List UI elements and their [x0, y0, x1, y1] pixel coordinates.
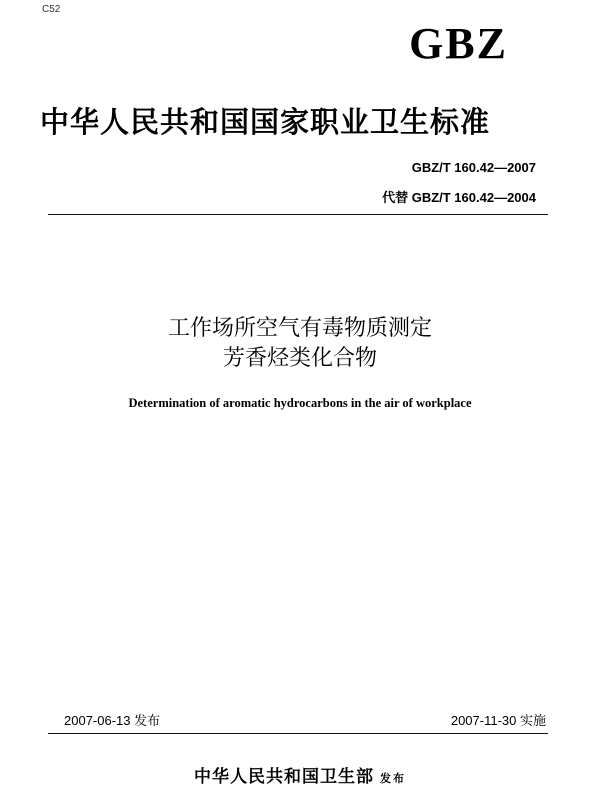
title-zh-line2: 芳香烃类化合物: [222, 346, 377, 371]
top-divider: [48, 214, 548, 215]
title-en: Determination of aromatic hydrocarbons in the air of workplace: [128, 396, 472, 410]
title-zh-line1: 工作场所空气有毒物质测定: [167, 316, 432, 341]
issuer-name: 中华人民共和国卫生部: [194, 767, 374, 787]
publish-date: 2007-06-13 发布: [64, 713, 161, 728]
issuer-suffix: 发布: [380, 772, 406, 785]
gbz-logo: GBZ: [409, 19, 508, 68]
replaces-standard: 代替 GBZ/T 160.42—2004: [382, 190, 536, 205]
implement-date: 2007-11-30 实施: [450, 713, 546, 728]
bottom-divider: [48, 733, 548, 734]
ics-code: C52: [42, 4, 61, 15]
standard-name: 中华人民共和国国家职业卫生标准: [40, 105, 491, 139]
standard-number: GBZ/T 160.42—2007: [411, 160, 536, 175]
issuer: [0, 762, 600, 787]
